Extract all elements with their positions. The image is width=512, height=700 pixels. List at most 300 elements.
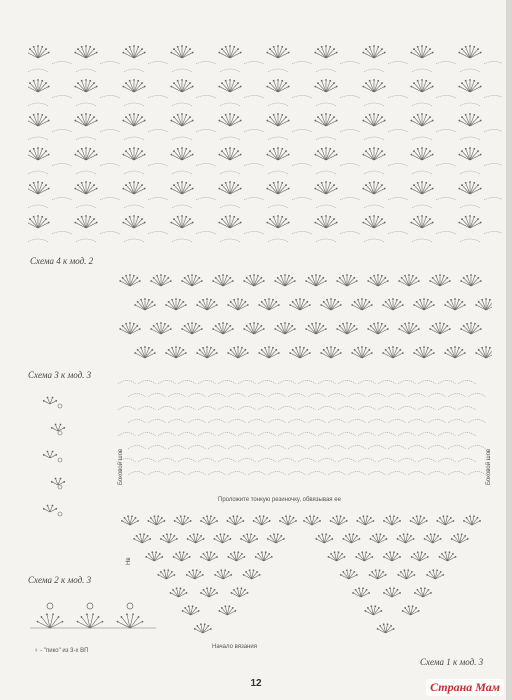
stitch-fan [243,322,264,334]
chain-arc [148,420,166,424]
chain-arc [208,472,226,476]
scheme1-lower-triangles [112,505,492,650]
chain-arc [188,420,206,424]
chain-arc [388,164,408,167]
stitch-fan [226,515,244,525]
chain-arc [168,446,186,450]
chain-arc [188,394,206,398]
stitch-fan [383,551,401,561]
stitch-fan [170,587,188,597]
scheme4-caption: Схема 4 к мод. 2 [30,256,94,266]
stitch-fan [266,147,289,160]
chain-arc [348,420,366,424]
chain-arc [458,381,476,385]
chain-arc [298,407,316,411]
stitch-fan [147,515,165,525]
chain-arc [218,433,236,437]
stitch-fan [134,298,155,310]
chain-arc [308,446,326,450]
chain-arc [28,137,48,140]
stitch-fan [196,346,217,358]
chain-arc [148,446,166,450]
stitch-fan [174,515,192,525]
direction-label: Нв [126,557,132,565]
side-seam-left-label: Боковой шов [118,448,124,485]
stitch-fan [377,623,395,633]
chain-arc [128,446,146,450]
stitch-fan [243,569,261,579]
stitch-fan [289,346,310,358]
chain-arc [220,69,240,72]
chain-arc [218,407,236,411]
stitch-fan [340,569,358,579]
chain-arc [198,433,216,437]
stitch-fan [122,181,145,194]
chain-arc [298,459,316,463]
chain-arc [158,433,176,437]
stitch-fan [258,346,279,358]
chain-arc [258,407,276,411]
chain-arc [158,459,176,463]
chain-arc [348,394,366,398]
stitch-fan [303,515,321,525]
chain-arc [248,394,266,398]
stitch-fan [121,515,139,525]
chain-arc [460,171,480,174]
motif-fan [77,613,104,628]
stitch-fan [74,45,97,58]
stitch-fan [397,569,415,579]
motif-fan [43,397,57,404]
chain-arc [388,232,408,235]
chain-arc [52,130,72,133]
chain-arc [172,69,192,72]
chain-arc [258,433,276,437]
chain-arc [100,232,120,235]
chain-arc [178,381,196,385]
chain-arc [100,62,120,65]
chain-arc [76,103,96,106]
stitch-fan [74,113,97,126]
chain-arc [188,446,206,450]
chain-arc [378,381,396,385]
chain-arc [316,69,336,72]
chain-arc [484,198,502,201]
chain-arc [378,407,396,411]
chain-arc [178,459,196,463]
chain-arc [172,239,192,242]
chain-arc [138,459,156,463]
stitch-fan [231,587,249,597]
stitch-fan [314,79,337,92]
chain-arc [338,433,356,437]
stitch-fan [458,45,481,58]
chain-arc [238,459,256,463]
chain-arc [248,472,266,476]
page-edge-shadow [506,0,512,700]
chain-arc [364,137,384,140]
stitch-fan [134,346,155,358]
chain-arc [268,394,286,398]
stitch-fan [133,533,151,543]
chain-arc [328,394,346,398]
chain-arc [244,164,264,167]
stitch-fan [170,181,193,194]
stitch-fan [444,298,465,310]
chain-arc [398,459,416,463]
chain-arc [28,69,48,72]
chain-arc [398,407,416,411]
chain-arc [268,171,288,174]
stitch-fan [351,298,372,310]
chain-arc [124,171,144,174]
chain-arc [28,205,48,208]
stitch-fan [439,551,457,561]
chain-arc [428,472,446,476]
stitch-fan [122,45,145,58]
stitch-fan [212,322,233,334]
chain-arc [208,446,226,450]
chain-arc [418,407,436,411]
stitch-fan [367,322,388,334]
chain-arc [318,433,336,437]
chain-arc [388,420,406,424]
chain-arc [358,433,376,437]
chain-arc [468,472,486,476]
chain-arc [388,446,406,450]
stitch-fan [314,215,337,228]
stitch-fan [315,533,333,543]
chain-arc [316,205,336,208]
stitch-fan [410,215,433,228]
chain-arc [52,96,72,99]
stitch-fan [410,113,433,126]
stitch-fan [355,551,373,561]
chain-arc [288,446,306,450]
stitch-fan [150,322,171,334]
stitch-fan [28,79,50,92]
stitch-fan [74,79,97,92]
chain-arc [448,394,466,398]
chain-arc [100,96,120,99]
chain-arc [196,96,216,99]
chain-arc [292,232,312,235]
chain-arc [76,69,96,72]
chain-arc [388,96,408,99]
chain-arc [188,472,206,476]
stitch-fan [170,147,193,160]
chain-arc [428,446,446,450]
chain-arc [468,420,486,424]
chain-arc [408,420,426,424]
chain-arc [460,137,480,140]
chain-arc [248,420,266,424]
stitch-fan [463,515,481,525]
stitch-fan [429,322,450,334]
stitch-fan [398,274,419,286]
chain-arc [388,62,408,65]
chain-arc [138,433,156,437]
chain-arc [288,420,306,424]
chain-arc [172,171,192,174]
chain-arc [328,446,346,450]
chain-arc [364,69,384,72]
picot-icon [87,603,93,609]
stitch-fan [458,215,481,228]
chain-arc [76,171,96,174]
motif-fan [37,613,64,628]
chain-arc [412,239,432,242]
chain-arc [328,472,346,476]
scheme3-motif-chart [36,384,86,529]
chain-arc [278,381,296,385]
chain-arc [458,459,476,463]
stitch-fan [218,113,241,126]
chain-arc [358,381,376,385]
chain-arc [378,459,396,463]
chain-arc [388,198,408,201]
stitch-fan [218,147,241,160]
stitch-fan [218,45,241,58]
stitch-fan [213,533,231,543]
stitch-fan [243,274,264,286]
chain-arc [76,239,96,242]
stitch-fan [218,79,241,92]
stitch-fan [410,515,428,525]
chain-arc [244,130,264,133]
chain-arc [468,394,486,398]
watermark-logo: Страна Мам [426,679,504,696]
chain-arc [268,137,288,140]
chain-arc [168,472,186,476]
stitch-fan [28,147,50,160]
chain-arc [148,130,168,133]
stitch-fan [411,551,429,561]
chain-arc [28,103,48,106]
chain-arc [76,205,96,208]
chain-arc [28,239,48,242]
stitch-fan [274,274,295,286]
stitch-fan [181,322,202,334]
chain-arc [100,198,120,201]
stitch-fan [165,298,186,310]
chain-arc [278,433,296,437]
stitch-fan [398,322,419,334]
chain-arc [268,472,286,476]
stitch-fan [150,274,171,286]
chain-arc [292,62,312,65]
chain-arc [308,472,326,476]
stitch-fan [122,79,145,92]
stitch-fan [182,605,200,615]
stitch-fan [314,147,337,160]
stitch-fan [314,181,337,194]
chain-arc [196,232,216,235]
chain-arc [418,381,436,385]
stitch-fan [165,346,186,358]
chain-arc [208,394,226,398]
chain-arc [418,433,436,437]
chain-arc [228,420,246,424]
stitch-fan [181,274,202,286]
chain-arc [448,446,466,450]
stitch-fan [362,45,385,58]
chain-arc [438,407,456,411]
chain-arc [408,394,426,398]
chain-arc [340,232,360,235]
stitch-fan [170,113,193,126]
picot-icon [58,431,62,435]
stitch-fan [227,551,245,561]
stitch-fan [328,551,346,561]
chain-arc [408,446,426,450]
chain-arc [228,446,246,450]
chain-arc [124,137,144,140]
stitch-fan [383,515,401,525]
chain-arc [100,164,120,167]
chain-arc [316,103,336,106]
stitch-fan [362,113,385,126]
chain-arc [436,164,456,167]
chain-arc [460,103,480,106]
chain-arc [244,62,264,65]
stitch-fan [255,551,273,561]
stitch-fan [200,587,218,597]
stitch-fan [194,623,212,633]
stitch-fan [460,322,481,334]
motif-fan [117,613,144,628]
stitch-fan [413,346,434,358]
chain-arc [148,62,168,65]
stitch-fan [410,181,433,194]
chain-arc [438,433,456,437]
motif-fan [51,478,65,485]
chain-arc [484,164,502,167]
stitch-fan [426,569,444,579]
chain-arc [288,394,306,398]
chain-arc [52,198,72,201]
chain-arc [218,459,236,463]
chain-arc [268,239,288,242]
stitch-fan [170,45,193,58]
chain-arc [460,69,480,72]
chain-arc [128,472,146,476]
chain-arc [268,69,288,72]
page-number: 12 [250,678,262,689]
chain-arc [258,459,276,463]
chain-arc [460,239,480,242]
stitch-fan [74,147,97,160]
stitch-fan [74,181,97,194]
chain-arc [412,103,432,106]
stitch-fan [352,587,370,597]
picot-icon [127,603,133,609]
chain-arc [238,433,256,437]
stitch-fan [218,181,241,194]
chain-arc [168,420,186,424]
scheme4-crochet-chart [28,38,502,248]
stitch-fan [157,569,175,579]
chain-arc [148,164,168,167]
stitch-fan [145,551,163,561]
stitch-fan [413,298,434,310]
stitch-fan [170,215,193,228]
stitch-fan [200,515,218,525]
chain-arc [198,459,216,463]
chain-arc [148,198,168,201]
chain-arc [220,137,240,140]
chain-arc [220,103,240,106]
stitch-fan [475,298,492,310]
stitch-fan [258,298,279,310]
stitch-fan [122,215,145,228]
chain-arc [148,394,166,398]
scheme1-crochet-chart [112,266,492,496]
chain-arc [196,130,216,133]
chain-arc [292,96,312,99]
chain-arc [124,205,144,208]
chain-arc [340,62,360,65]
chain-arc [288,472,306,476]
side-seam-right-label: Боковой шов [486,448,492,485]
stitch-fan [451,533,469,543]
picot-icon [58,404,62,408]
stitch-fan [196,298,217,310]
stitch-fan [397,533,415,543]
picot-legend-text: - "пико" из 3-х ВП [40,648,89,654]
stitch-fan [173,551,191,561]
stitch-fan [119,322,140,334]
chain-arc [388,130,408,133]
chain-arc [316,171,336,174]
chain-arc [268,420,286,424]
chain-arc [484,232,502,235]
stitch-fan [369,569,387,579]
stitch-fan [424,533,442,543]
chain-arc [436,96,456,99]
stitch-fan [160,533,178,543]
chain-arc [338,459,356,463]
chain-arc [448,472,466,476]
picot-symbol-icon: ♀ [34,648,39,654]
stitch-fan [336,322,357,334]
chain-arc [248,446,266,450]
chain-arc [124,69,144,72]
chain-arc [348,472,366,476]
chain-arc [52,232,72,235]
chain-arc [428,394,446,398]
stitch-fan [122,113,145,126]
chain-arc [328,420,346,424]
chain-arc [408,472,426,476]
stitch-fan [410,147,433,160]
chain-arc [338,407,356,411]
chain-arc [318,459,336,463]
chain-arc [244,232,264,235]
stitch-fan [170,79,193,92]
stitch-fan [429,274,450,286]
chain-arc [292,130,312,133]
chain-arc [218,381,236,385]
chain-arc [438,381,456,385]
chain-arc [268,205,288,208]
chain-arc [158,407,176,411]
chain-arc [52,164,72,167]
stitch-fan [279,515,297,525]
stitch-fan [305,274,326,286]
stitch-fan [28,215,50,228]
chain-arc [196,62,216,65]
